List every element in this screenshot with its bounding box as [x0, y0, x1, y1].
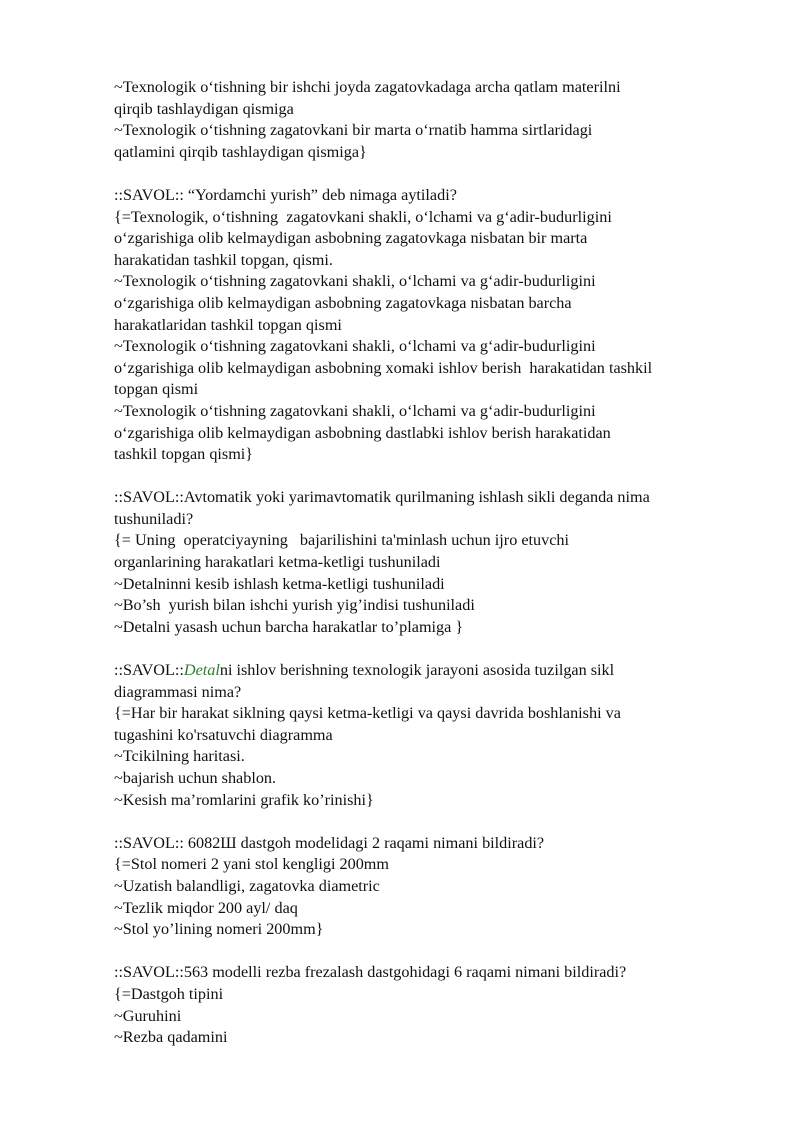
text-line: {=Stol nomeri 2 yani stol kengligi 200mm: [114, 855, 389, 874]
text-line: tashkil topgan qismi}: [114, 445, 254, 464]
text-line: organlarining harakatlari ketma-ketligi tushuniladi: [114, 553, 441, 572]
question-block-ishlash-sikli: [114, 487, 754, 638]
text-line: ~Detalninni kesib ishlash ketma-ketligi tushuniladi: [114, 574, 445, 593]
text-line: o‘zgarishiga olib kelmaydigan asbobning zagatovkaga nisbatan bir marta: [114, 229, 588, 248]
question-rest: ni ishlov berishning texnologik jarayoni asosida tuzilgan sikl: [219, 661, 615, 680]
text-line: {=Texnologik, o‘tishning zagatovkani shakli, o‘lchami va g‘adir-budurligini: [114, 207, 612, 226]
paragraph-gap: [114, 163, 754, 185]
text-line: ~Texnologik o‘tishning zagatovkani shakli, o‘lchami va g‘adir-budurligini: [114, 272, 596, 291]
text-line: topgan qismi: [114, 380, 199, 399]
paragraph-gap: [114, 811, 754, 833]
text-line: tugashini ko'rsatuvchi diagramma: [114, 725, 333, 744]
question-block-6082-model: [114, 833, 754, 941]
document-page: [114, 77, 754, 1049]
text-line: ~Rezba qadamini: [114, 1028, 228, 1047]
question-line: ::SAVOL::563 modelli rezba frezalash dastgohidagi 6 raqami nimani bildiradi?: [114, 963, 627, 982]
text-line: harakatlaridan tashkil topgan qismi: [114, 315, 342, 334]
question-line: ::SAVOL::Avtomatik yoki yarimavtomatik qurilmaning ishlash sikli deganda nima: [114, 488, 650, 507]
text-line: {= Uning operatciyayning bajarilishini ta'minlash uchun ijro etuvchi: [114, 531, 569, 550]
text-line: ~Detalni yasash uchun barcha harakatlar to’plamiga }: [114, 617, 464, 636]
text-line: diagrammasi nima?: [114, 682, 242, 701]
text-line: {=Har bir harakat siklning qaysi ketma-ketligi va qaysi davrida boshlanishi va: [114, 704, 621, 723]
question-line: [114, 660, 754, 682]
text-line: ~Bo’sh yurish bilan ishchi yurish yig’indisi tushuniladi: [114, 596, 475, 615]
text-line: ~Tezlik miqdor 200 ayl/ daq: [114, 898, 298, 917]
text-line: ~bajarish uchun shablon.: [114, 769, 277, 787]
text-line: ~Guruhini: [114, 1006, 182, 1025]
question-block-sikl-diagrammasi: [114, 660, 754, 811]
italic-highlight-word: Detal: [183, 661, 220, 680]
text-line: tushuniladi?: [114, 509, 194, 528]
text-line: ~Texnologik o‘tishning bir ishchi joyda zagatovkadaga archa qatlam materilni: [114, 78, 621, 96]
text-line: ~Stol yo’lining nomeri 200mm}: [114, 920, 324, 939]
answer-block-continued: [114, 77, 754, 163]
text-line: ~Tcikilning haritasi.: [114, 747, 245, 766]
text-line: harakatidan tashkil topgan, qismi.: [114, 250, 333, 269]
text-line: qirqib tashlaydigan qismiga: [114, 99, 294, 118]
text-line: ~Texnologik o‘tishning zagatovkani shakli, o‘lchami va g‘adir-budurligini: [114, 401, 596, 420]
question-prefix: ::SAVOL::: [114, 661, 184, 680]
paragraph-gap: [114, 941, 754, 963]
question-line: ::SAVOL:: 6082Ш dastgoh modelidagi 2 raqami nimani bildiradi?: [114, 833, 545, 852]
text-line: ~Uzatish balandligi, zagatovka diametric: [114, 876, 380, 895]
text-line: o‘zgarishiga olib kelmaydigan asbobning xomaki ishlov berish harakatidan tashkil: [114, 358, 653, 377]
text-line: {=Dastgoh tipini: [114, 984, 224, 1003]
text-line: ~Texnologik o‘tishning zagatovkani bir marta o‘rnatib hamma sirtlaridagi: [114, 121, 593, 140]
paragraph-gap: [114, 638, 754, 660]
paragraph-gap: [114, 466, 754, 488]
text-line: ~Texnologik o‘tishning zagatovkani shakli, o‘lchami va g‘adir-budurligini: [114, 337, 596, 356]
question-block-563-model: [114, 962, 754, 1048]
question-block-yordamchi-yurish: [114, 185, 754, 466]
text-line: ~Kesish ma’romlarini grafik ko’rinishi}: [114, 790, 374, 809]
question-line: ::SAVOL:: “Yordamchi yurish” deb nimaga aytiladi?: [114, 185, 457, 204]
text-line: qatlamini qirqib tashlaydigan qismiga}: [114, 142, 367, 161]
text-line: o‘zgarishiga olib kelmaydigan asbobning dastlabki ishlov berish harakatidan: [114, 423, 611, 442]
text-line: o‘zgarishiga olib kelmaydigan asbobning zagatovkaga nisbatan barcha: [114, 293, 572, 312]
